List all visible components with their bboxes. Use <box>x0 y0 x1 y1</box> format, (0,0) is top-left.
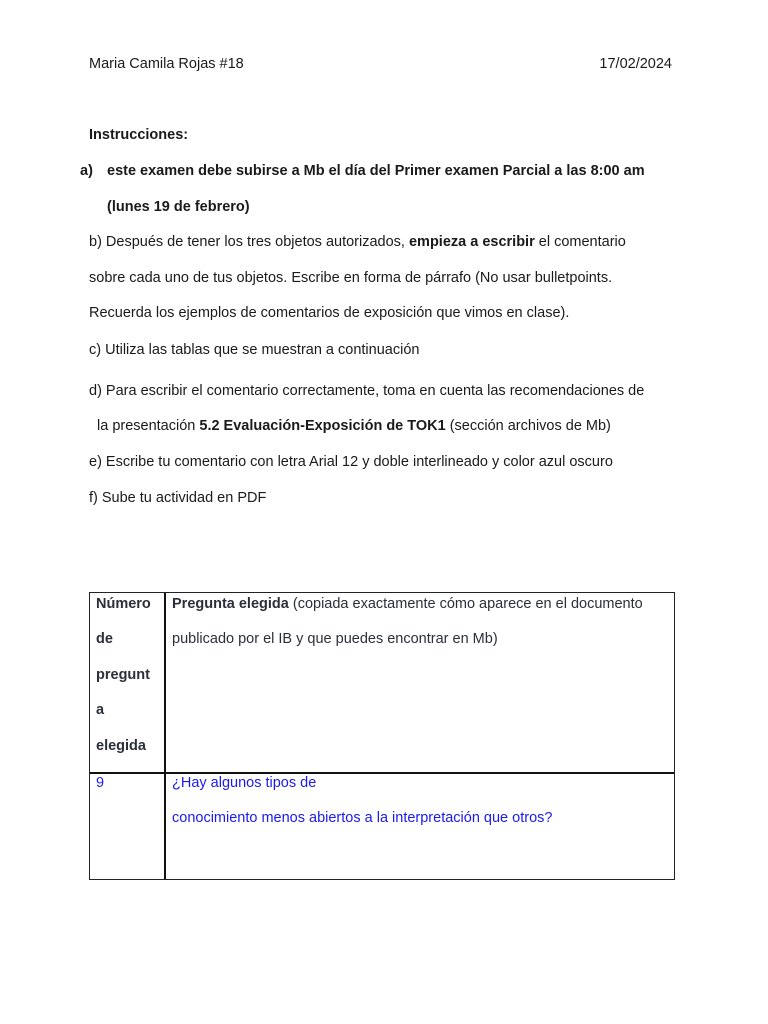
header-col1-line: Número <box>96 596 151 612</box>
item-a-marker: a) <box>80 163 93 179</box>
item-b-line3: Recuerda los ejemplos de comentarios de exposición que vimos en clase). <box>89 305 570 321</box>
question-table <box>89 592 675 880</box>
item-c: c) Utiliza las tablas que se muestran a continuación <box>89 342 420 358</box>
header-col1-line: de <box>96 631 113 647</box>
item-b-text-pre: b) Después de tener los tres objetos autorizados, <box>89 234 409 250</box>
header-col2-bold: Pregunta elegida <box>172 596 289 612</box>
author-name: Maria Camila Rojas #18 <box>89 56 244 72</box>
item-f: f) Sube tu actividad en PDF <box>89 490 267 506</box>
document-date: 17/02/2024 <box>599 56 672 72</box>
item-d-text-bold: 5.2 Evaluación-Exposición de TOK1 <box>199 418 446 434</box>
item-e: e) Escribe tu comentario con letra Arial 12 y doble interlineado y color azul oscuro <box>89 454 613 470</box>
row-question-number: 9 <box>96 775 105 791</box>
header-col1-line: pregunt <box>96 667 150 683</box>
item-d-text-post: (sección archivos de Mb) <box>445 418 611 434</box>
item-b-line2: sobre cada uno de tus objetos. Escribe en forma de párrafo (No usar bulletpoints. <box>89 270 613 286</box>
item-b-text-post: el comentario <box>534 234 626 250</box>
instructions-title: Instrucciones: <box>89 127 189 143</box>
item-b-line1 <box>89 233 626 251</box>
item-a-line1: este examen debe subirse a Mb el día del Primer examen Parcial a las 8:00 am <box>107 163 645 179</box>
row-question-line2: conocimiento menos abiertos a la interpretación que otros? <box>172 810 553 826</box>
header-col1-line: elegida <box>96 738 146 754</box>
header-col2-line2: publicado por el IB y que puedes encontrar en Mb) <box>172 631 498 647</box>
table-column-divider <box>164 593 166 879</box>
item-b-text-bold: empieza a escribir <box>408 234 535 250</box>
header-col1-line: a <box>96 702 105 718</box>
item-d-line1: d) Para escribir el comentario correctamente, toma en cuenta las recomendaciones de <box>89 383 645 399</box>
item-d-text-pre: la presentación <box>97 418 200 434</box>
item-a-line2: (lunes 19 de febrero) <box>107 199 250 215</box>
row-question-line1: ¿Hay algunos tipos de <box>172 775 317 791</box>
header-col2-rest: (copiada exactamente cómo aparece en el documento <box>288 596 643 612</box>
item-d-line2 <box>97 417 611 435</box>
header-col2-line1 <box>172 595 643 613</box>
